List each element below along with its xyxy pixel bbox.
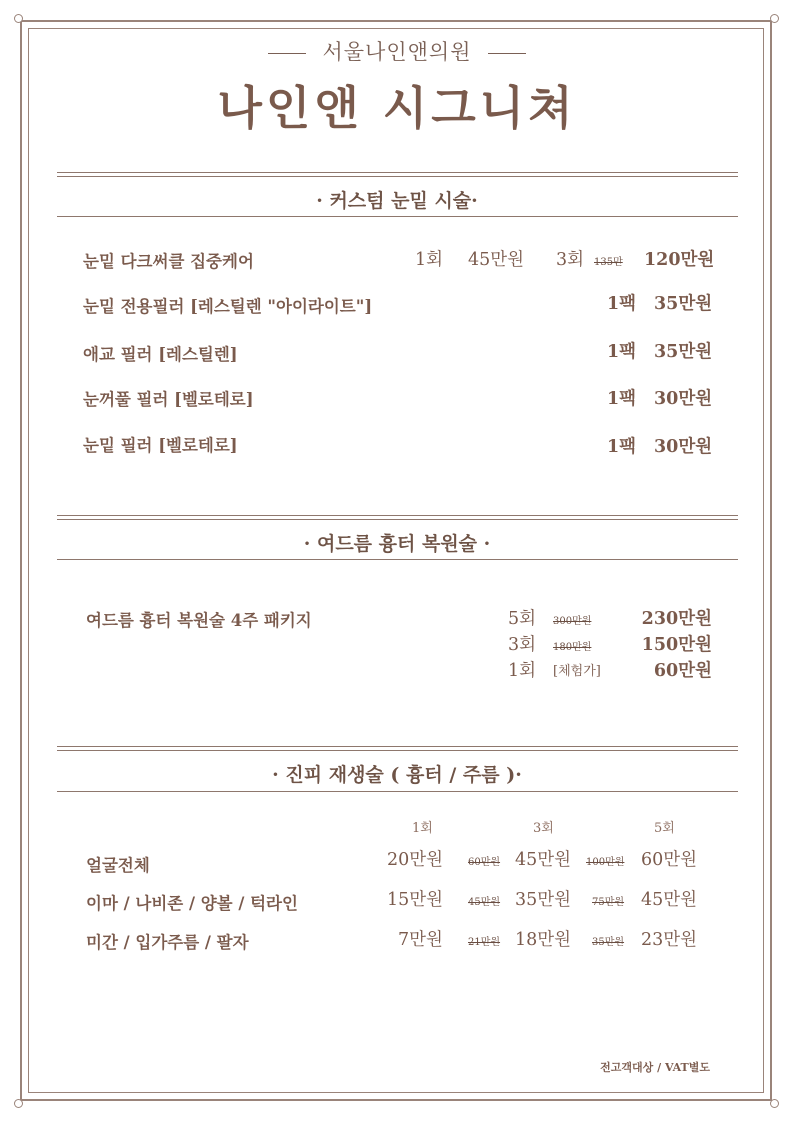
item-price: 30만원 [654,389,713,409]
original-price: 100만원 [586,857,625,868]
item-price: 45만원 [468,250,525,270]
item-unit: 1팩 [607,342,637,362]
item-price: 35만원 [515,890,572,910]
item-unit: 1회 [415,250,444,270]
section-divider [57,172,738,177]
item-name: 눈밑 전용필러 [레스틸렌 "아이라이트"] [83,297,373,316]
item-price: 45만원 [641,890,698,910]
column-header: 5회 [654,821,675,836]
item-price: 35만원 [654,342,713,362]
section-title: · 진피 재생술 ( 흉터 / 주름 )· [272,764,522,786]
item-price: 230만원 [641,609,712,629]
item-name: 눈밑 필러 [벨로테로] [83,436,238,455]
section-title: · 여드름 흉터 복원술 · [303,533,491,555]
dash-right [488,53,526,54]
original-price: 135만 [594,257,623,268]
item-unit: 3회 [556,250,585,270]
item-unit: 1팩 [607,294,637,314]
item-price: 60만원 [653,661,712,681]
item-name: 이마 / 나비존 / 양볼 / 턱라인 [86,894,298,913]
item-price: 15만원 [387,890,444,910]
clinic-name [0,36,794,66]
original-price: 45만원 [468,897,501,908]
item-name: 미간 / 입가주름 / 팔자 [86,933,249,952]
original-price: 21만원 [468,937,501,948]
section-divider [57,515,738,520]
item-name: 얼굴전체 [86,856,150,875]
item-price: 120만원 [644,250,715,270]
item-price: 20만원 [387,850,444,870]
column-header: 3회 [533,821,554,836]
item-price: 60만원 [641,850,698,870]
item-price: 45만원 [515,850,572,870]
clinic-name-text: 서울나인앤의원 [322,40,472,64]
section-divider [57,746,738,751]
item-unit: 5회 [508,609,537,629]
trial-label: [체험가] [553,664,601,679]
corner-ornament [14,14,23,23]
item-name: 눈꺼풀 필러 [벨로테로] [83,390,254,409]
column-header: 1회 [412,821,433,836]
original-price: 300만원 [553,616,592,627]
original-price: 35만원 [592,937,625,948]
item-unit: 1팩 [607,389,637,409]
item-name: 눈밑 다크써클 집중케어 [83,252,254,271]
item-price: 30만원 [654,437,713,457]
corner-ornament [770,14,779,23]
item-name: 애교 필러 [레스틸렌] [83,345,238,364]
item-unit: 1회 [508,661,537,681]
dash-left [268,53,306,54]
item-unit: 3회 [508,635,537,655]
item-price: 18만원 [515,930,572,950]
corner-ornament [14,1099,23,1108]
item-price: 35만원 [654,294,713,314]
item-price: 150만원 [641,635,712,655]
corner-ornament [770,1099,779,1108]
item-name: 여드름 흉터 복원술 4주 패키지 [86,611,312,630]
page-title: 나인앤 시그니쳐 [217,81,577,135]
section-title: · 커스텀 눈밑 시술· [316,190,478,212]
item-price: 7만원 [398,930,443,950]
item-unit: 1팩 [607,437,637,457]
original-price: 180만원 [553,642,592,653]
original-price: 75만원 [592,897,625,908]
original-price: 60만원 [468,857,501,868]
item-price: 23만원 [641,930,698,950]
vat-note: 전고객대상 / VAT별도 [600,1061,710,1074]
